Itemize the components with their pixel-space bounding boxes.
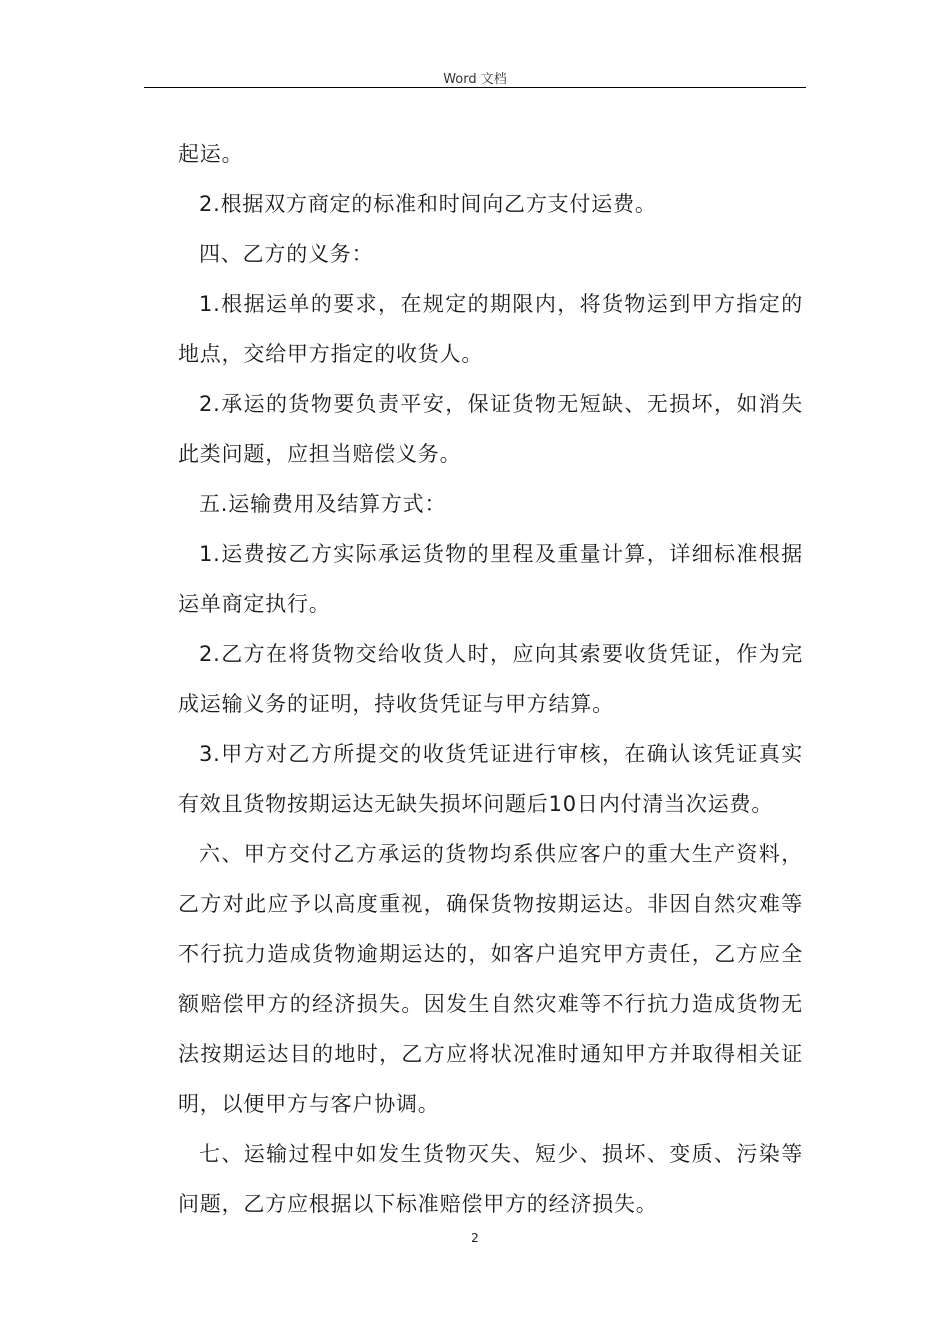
paragraph-clause-2-receipt: 2.乙方在将货物交给收货人时，应向其索要收货凭证，作为完成运输义务的证明，持收货凭证与甲方结算。 <box>178 642 803 716</box>
paragraph-clause-2-payment: 2.根据双方商定的标准和时间向乙方支付运费。 <box>199 192 657 216</box>
paragraph-clause-1-delivery: 1.根据运单的要求，在规定的期限内，将货物运到甲方指定的地点，交给甲方指定的收货人。 <box>178 292 803 366</box>
paragraph-clause-1-freight: 1.运费按乙方实际承运货物的里程及重量计算，详细标准根据运单商定执行。 <box>178 542 803 616</box>
paragraph-clause-3-review: 3.甲方对乙方所提交的收货凭证进行审核，在确认该凭证真实有效且货物按期运达无缺失损坏问题后10日内付清当次运费。 <box>178 742 803 816</box>
section-six-on-time-delivery: 六、甲方交付乙方承运的货物均系供应客户的重大生产资料，乙方对此应予以高度重视，确保货物按期运达。非因自然灾难等不行抗力造成货物逾期运达的，如客户追究甲方责任，乙方应全额赔偿甲方的经济损失。因发生自然灾难等不行抗力造成货物无法按期运达目的地时，乙方应将状况准时通知甲方并取得相关证明，以便甲方与客户协调。 <box>178 842 803 1116</box>
document-body <box>178 129 803 1229</box>
paragraph-clause-2-safety: 2.承运的货物要负责平安，保证货物无短缺、无损坏，如消失此类问题，应担当赔偿义务。 <box>178 392 803 466</box>
section-seven-compensation: 七、运输过程中如发生货物灭失、短少、损坏、变质、污染等问题，乙方应根据以下标准赔偿甲方的经济损失。 <box>178 1142 803 1216</box>
section-heading-freight-settlement: 五.运输费用及结算方式： <box>199 492 447 516</box>
document-header-title: Word 文档 <box>443 72 507 87</box>
header-divider <box>144 87 806 88</box>
page-number: 2 <box>471 1231 479 1245</box>
paragraph-continuation: 起运。 <box>178 142 244 166</box>
section-heading-party-b-obligations: 四、乙方的义务： <box>199 242 374 266</box>
